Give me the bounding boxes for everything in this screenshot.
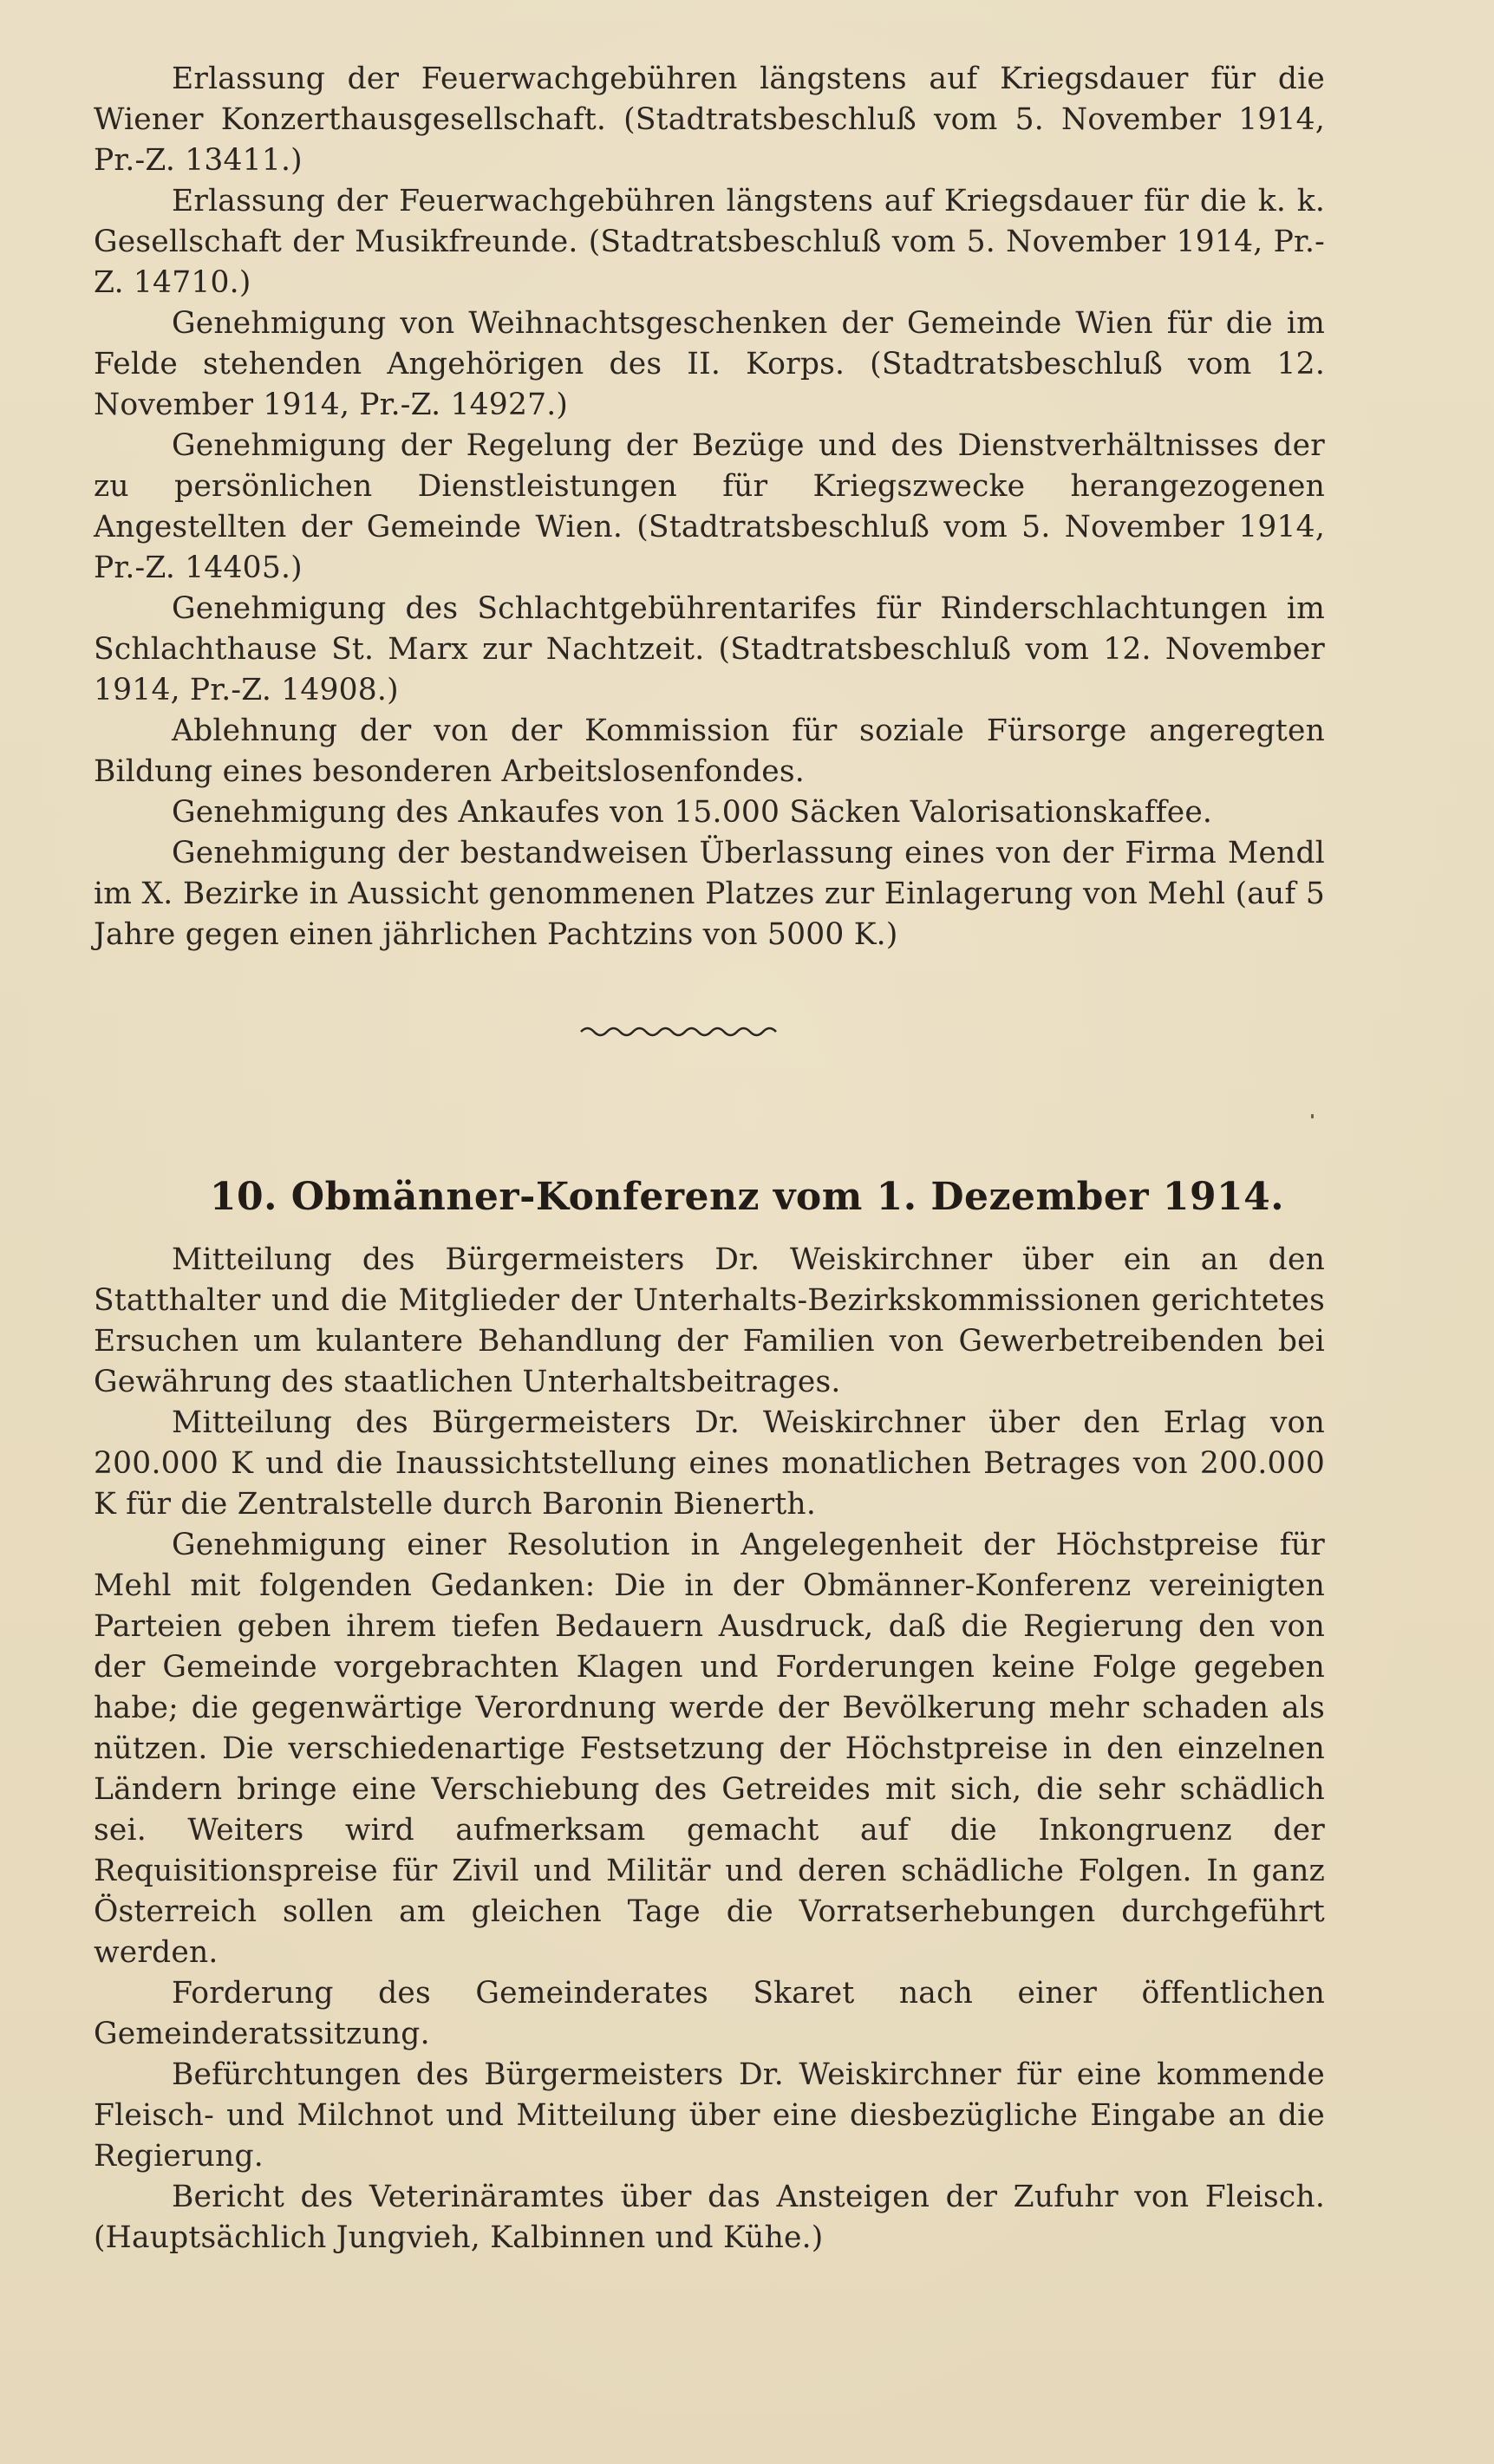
wavy-divider-ornament [579, 1021, 779, 1042]
bottom-section [94, 1240, 1325, 2259]
print-speck [1311, 1114, 1314, 1118]
paragraph: Befürchtungen des Bürgermeisters Dr. Weiskirchner für eine kommende Fleisch- und Milchnot und Mitteilung über eine diesbezügliche Eingabe an die Regierung. [94, 2057, 1325, 2174]
paragraph: Genehmigung des Ankaufes von 15.000 Säcken Valorisationskaffee. [172, 795, 1213, 830]
paragraph: Mitteilung des Bürgermeisters Dr. Weiskirchner über den Erlag von 200.000 K und die Inaussichtstellung eines monatlichen Betrages von 200.000 K für die Zentralstelle durch Baronin Bienerth. [94, 1405, 1325, 1522]
paragraph: Forderung des Gemeinderates Skaret nach einer öffentlichen Gemeinderatssitzung. [94, 1976, 1325, 2051]
paragraph: Erlassung der Feuerwachgebühren längstens auf Kriegsdauer für die Wiener Konzerthausgesellschaft. (Stadtratsbeschluß vom 5. November 1914, Pr.-Z. 13411.) [94, 62, 1325, 178]
top-section [94, 59, 1325, 955]
paragraph: Genehmigung von Weihnachtsgeschenken der Gemeinde Wien für die im Felde stehenden Angehörigen des II. Korps. (Stadtratsbeschluß vom 12. November 1914, Pr.-Z. 14927.) [94, 306, 1325, 422]
paragraph: Genehmigung einer Resolution in Angelegenheit der Höchstpreise für Mehl mit folgenden Gedanken: Die in der Obmänner-Konferenz vereinigten Parteien geben ihrem tiefen Bedauern Ausdruck, daß die Regierung den von der Gemeinde vorgebrachten Klagen und Forderungen keine Folge gegeben habe; die gegenwärtige Verordnung werde der Bevölkerung mehr schaden als nützen. Die verschiedenartige Festsetzung der Höchstpreise in den einzelnen Ländern bringe eine Verschiebung des Getreides mit sich, die sehr schädlich sei. Weiters wird aufmerksam gemacht auf die Inkongruenz der Requisitionspreise für Zivil und Militär und deren schädliche Folgen. In ganz Österreich sollen am gleichen Tage die Vorratserhebungen durchgeführt werden. [94, 1528, 1325, 1970]
paragraph: Genehmigung des Schlachtgebührentarifes für Rinderschlachtungen im Schlachthause St. Marx zur Nachtzeit. (Stadtratsbeschluß vom 12. November 1914, Pr.-Z. 14908.) [94, 591, 1325, 707]
section-heading: 10. Obmänner-Konferenz vom 1. Dezember 1914. [209, 1175, 1285, 1219]
paragraph: Genehmigung der bestandweisen Überlassung eines von der Firma Mendl im X. Bezirke in Aussicht genommenen Platzes zur Einlagerung von Mehl (auf 5 Jahre gegen einen jährlichen Pachtzins von 5000 K.) [94, 836, 1325, 952]
paragraph: Ablehnung der von der Kommission für soziale Fürsorge angeregten Bildung eines besonderen Arbeitslosenfondes. [94, 714, 1325, 789]
paragraph: Mitteilung des Bürgermeisters Dr. Weiskirchner über ein an den Statthalter und die Mitglieder der Unterhalts-Bezirkskommissionen gerichtetes Ersuchen um kulantere Behandlung der Familien von Gewerbetreibenden bei Gewährung des staatlichen Unterhaltsbeitrages. [94, 1242, 1325, 1399]
paragraph: Genehmigung der Regelung der Bezüge und des Dienstverhältnisses der zu persönlichen Dienstleistungen für Kriegszwecke herangezogenen Angestellten der Gemeinde Wien. (Stadtratsbeschluß vom 5. November 1914, Pr.-Z. 14405.) [94, 428, 1325, 585]
paragraph: Erlassung der Feuerwachgebühren längstens auf Kriegsdauer für die k. k. Gesellschaft der Musikfreunde. (Stadtratsbeschluß vom 5. November 1914, Pr.-Z. 14710.) [94, 184, 1325, 300]
paragraph: Bericht des Veterinäramtes über das Ansteigen der Zufuhr von Fleisch. (Hauptsächlich Jungvieh, Kalbinnen und Kühe.) [94, 2180, 1325, 2255]
